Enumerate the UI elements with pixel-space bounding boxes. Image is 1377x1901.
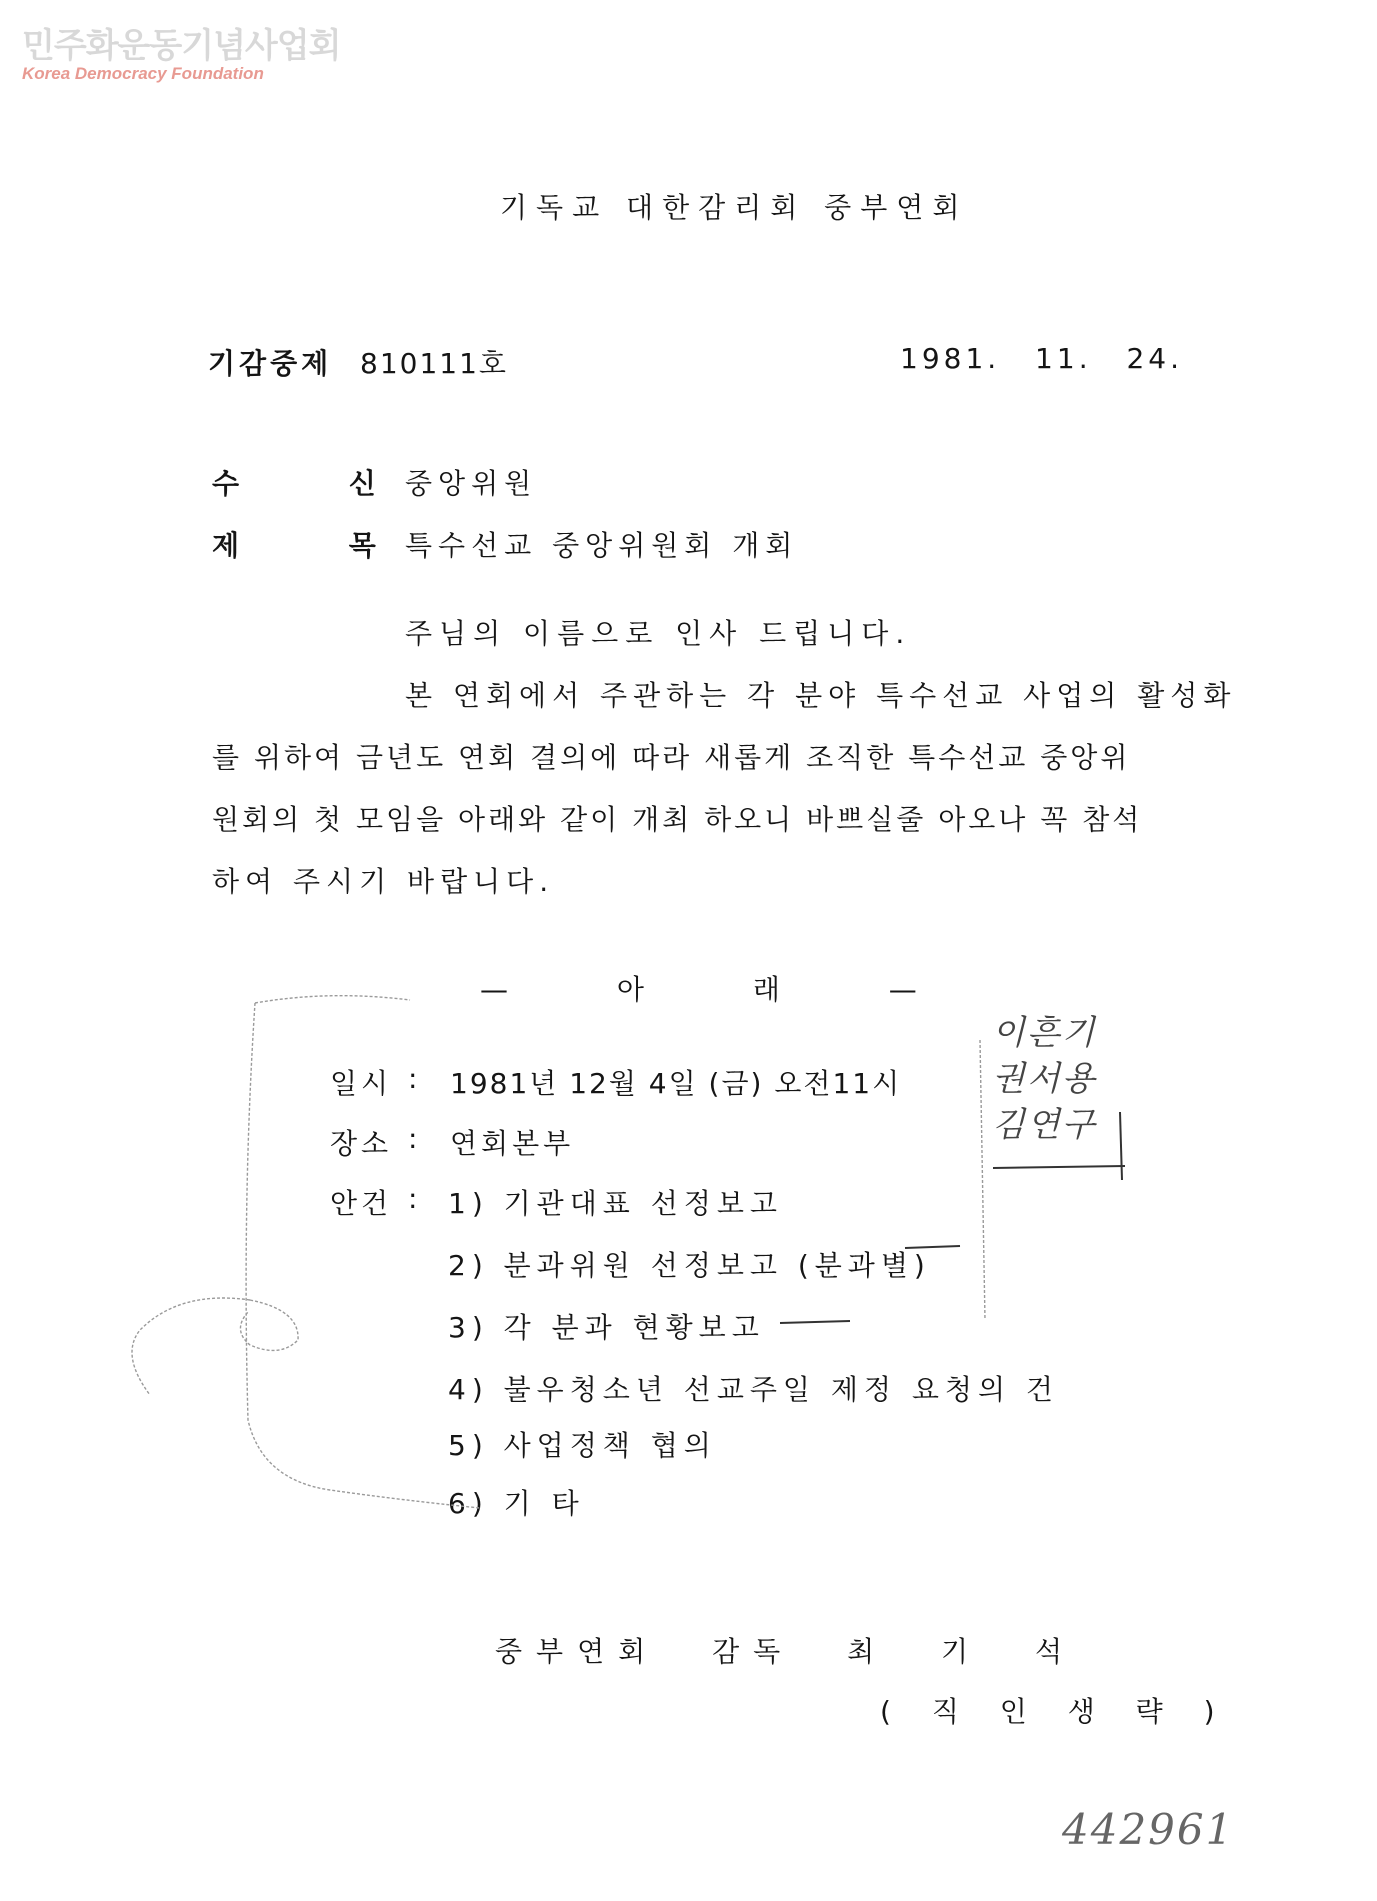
bracket-right-line [980,1040,985,1320]
notice-title: — 아 래 — [480,973,967,1006]
body-line: 본 연회에서 주관하는 각 분야 특수선교 사업의 활성화 [405,679,1237,712]
agenda-colon: : [408,1182,424,1215]
handwritten-underline [993,1166,1125,1168]
signer: 중부연회 감독 최 기 석 [495,1635,1077,1668]
place: 연회본부 [450,1127,575,1160]
agenda-item: 6) 기 타 [448,1487,585,1520]
body-line: 하여 주시기 바랍니다. [212,865,555,898]
doc-number: 810111호 [360,347,508,380]
agenda-dash [780,1321,850,1323]
recipient: 중앙위원 [405,467,538,500]
body-line: 원회의 첫 모임을 아래와 같이 개최 하오니 바쁘실줄 아오나 꼭 참석 [212,803,1143,836]
recipient-label: 수 신 [212,467,426,500]
doc-number-label: 기감중제 [208,347,333,380]
agenda-item: 5) 사업정책 협의 [448,1429,717,1462]
handwritten-number: 442961 [1062,1805,1235,1854]
bracket-left-line [246,1003,480,1508]
datetime: 1981년 12월 4일 (금) 오전11시 [450,1067,902,1100]
datetime-label: 일시 [330,1067,393,1100]
agenda-item: 3) 각 분과 현황보고 [448,1311,765,1344]
watermark-korean: 민주화운동기념사업회 [22,26,341,66]
agenda-item: 2) 분과위원 선정보고 (분과별) [448,1249,931,1282]
agenda-label: 안건 [330,1187,393,1220]
handwritten-name: 이흔기 [992,1013,1097,1053]
watermark-english: Korea Democracy Foundation [22,64,264,83]
subject: 특수선교 중앙위원회 개회 [405,529,799,562]
document-title: 기독교 대한감리회 중부연회 [500,191,969,224]
doc-date: 1981. 11. 24. [900,342,1184,375]
agenda-item: 1) 기관대표 선정보고 [448,1187,783,1220]
handwritten-name: 권서용 [992,1059,1097,1099]
agenda-dash [905,1246,960,1248]
body-line: 주님의 이름으로 인사 드립니다. [405,617,912,650]
datetime-colon: : [408,1062,424,1095]
bracket-top-line [255,996,410,1003]
subject-label: 제 목 [212,529,426,562]
pencil-loop [132,1298,298,1395]
place-colon: : [408,1122,424,1155]
body-line: 를 위하여 금년도 연회 결의에 따라 새롭게 조직한 특수선교 중앙위 [212,741,1131,774]
handwritten-underline [1120,1112,1122,1180]
seal-note: ( 직 인 생 략 ) [880,1695,1231,1728]
handwritten-name: 김연구 [992,1105,1097,1145]
place-label: 장소 [330,1127,393,1160]
agenda-item: 4) 불우청소년 선교주일 제정 요청의 건 [448,1373,1059,1406]
